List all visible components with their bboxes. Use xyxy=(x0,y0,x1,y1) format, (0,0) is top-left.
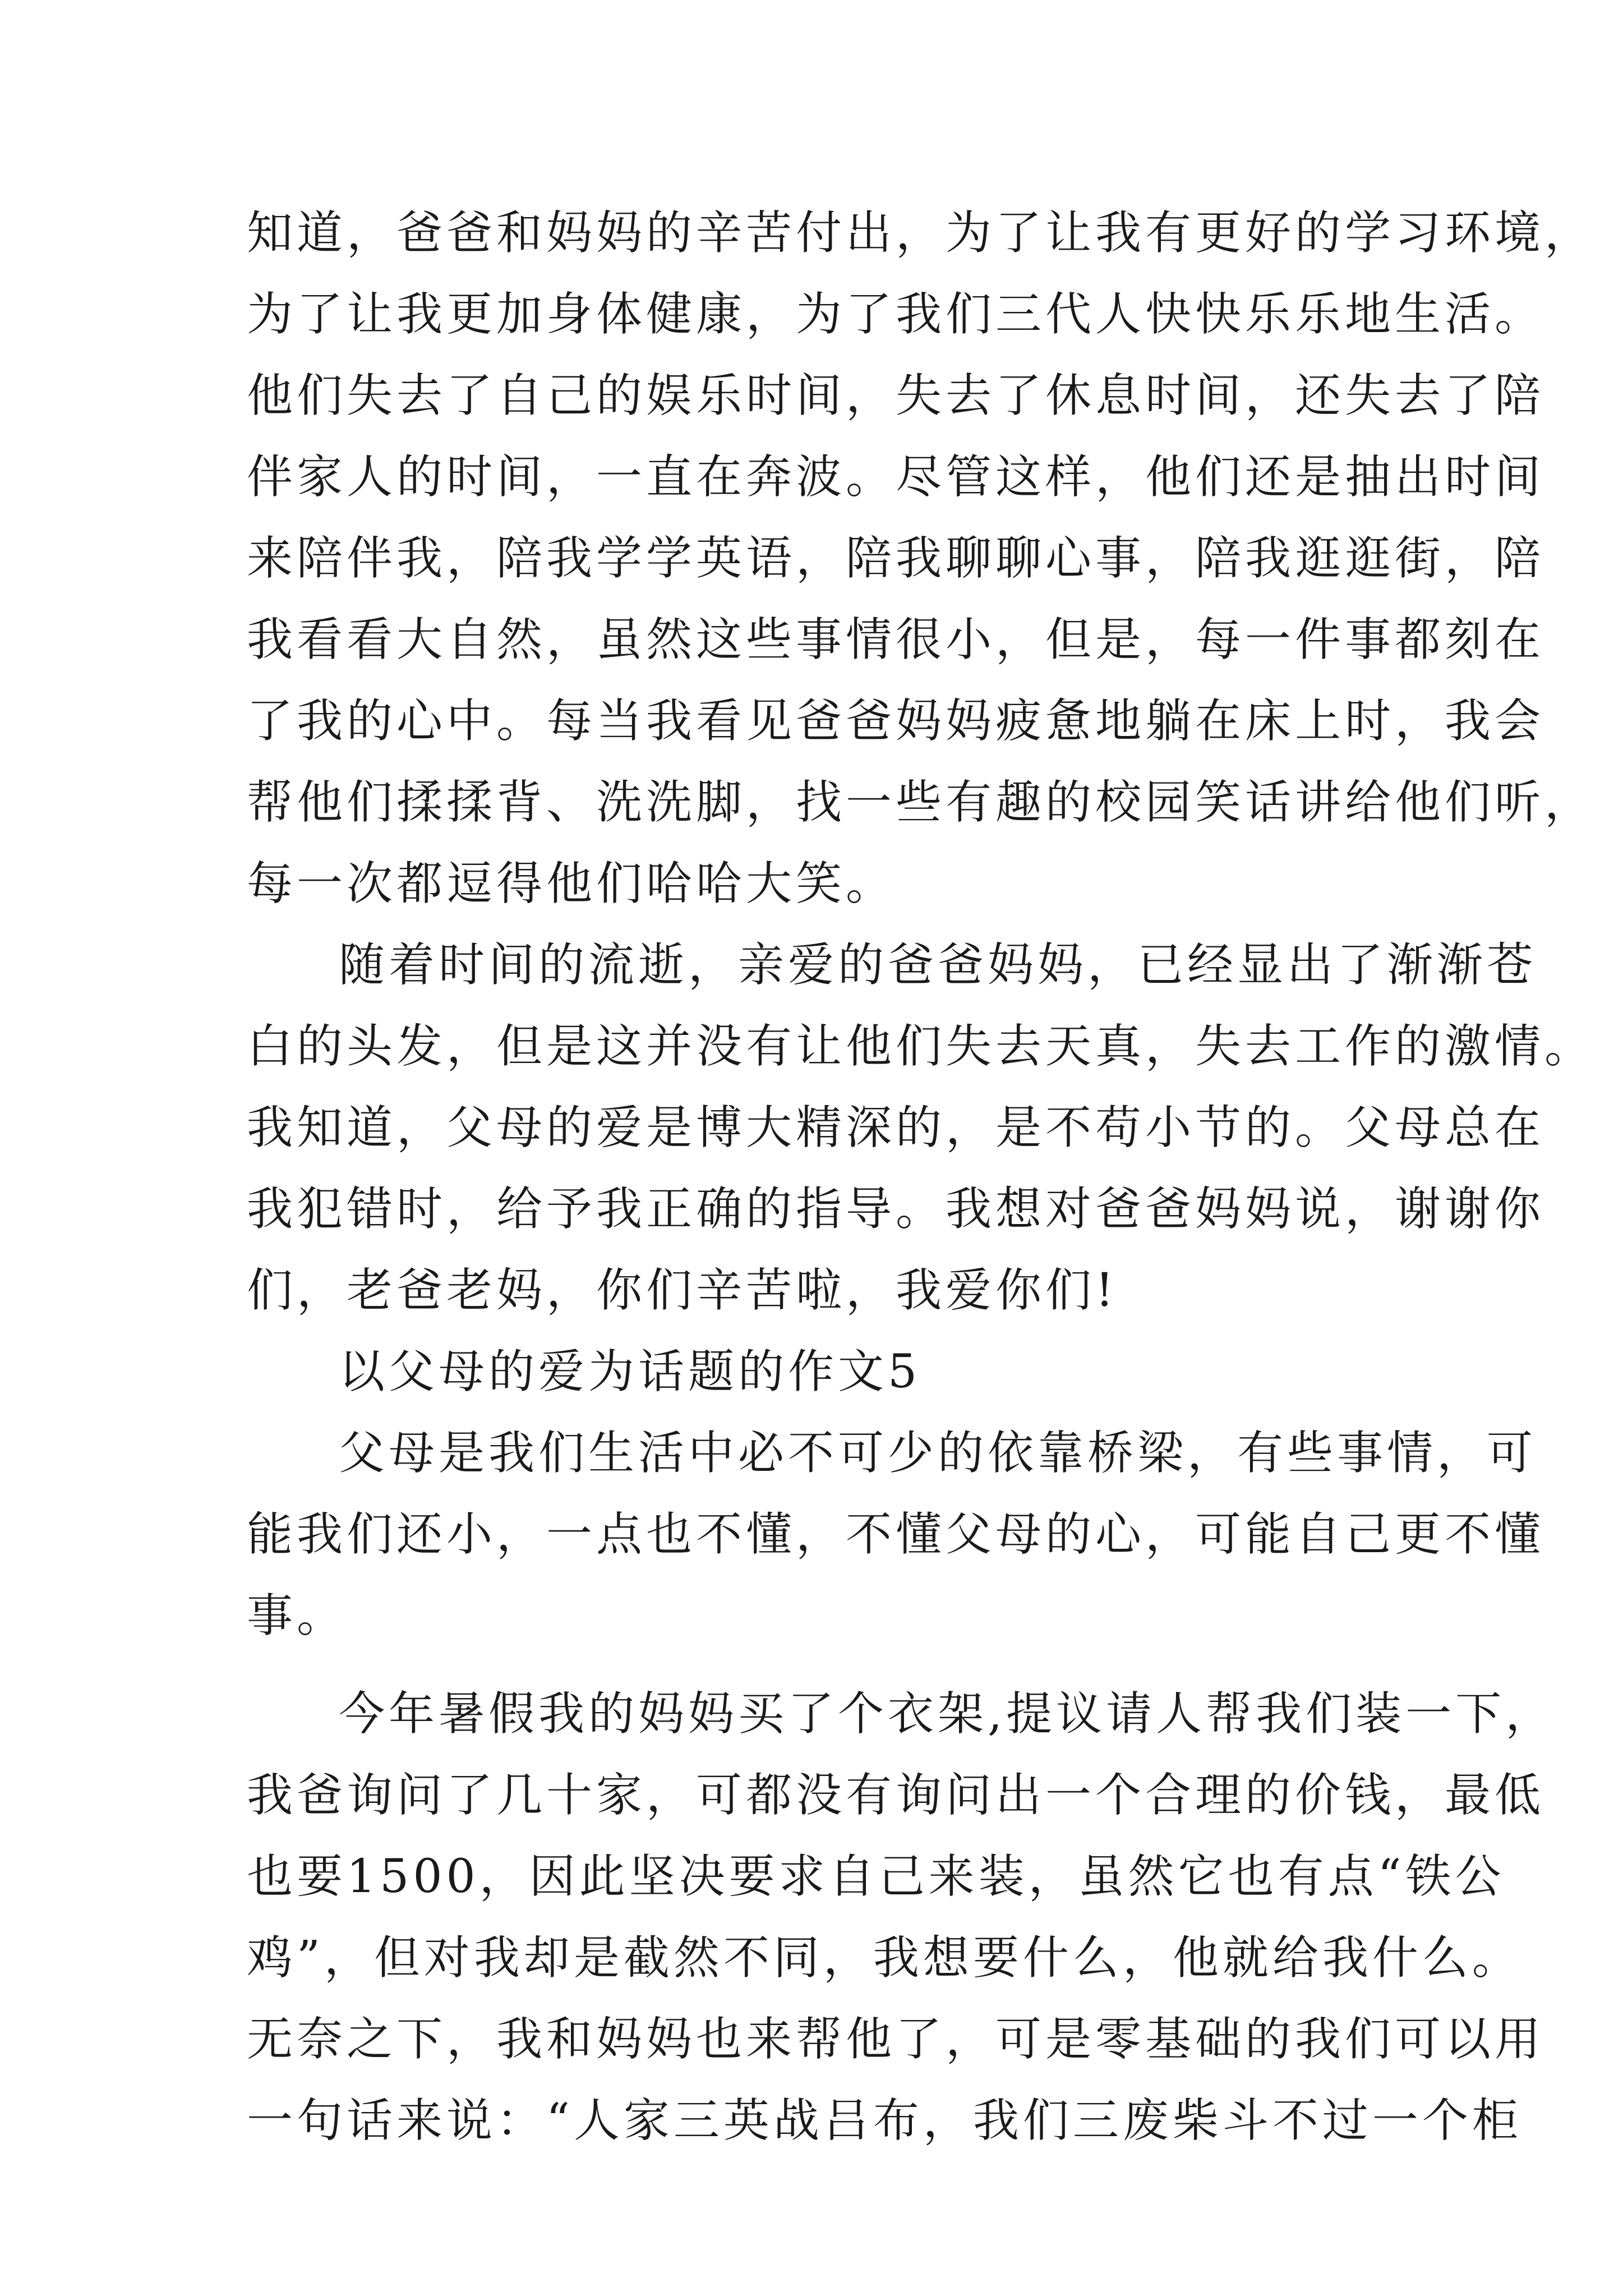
text-line: 我犯错时，给予我正确的指导。我想对爸爸妈妈说，谢谢你 xyxy=(247,1182,1545,1236)
text-line: 知道，爸爸和妈妈的辛苦付出，为了让我有更好的学习环境， xyxy=(247,206,1595,260)
text-line: 事。 xyxy=(247,1589,347,1642)
text-line: 父母是我们生活中必不可少的依靠桥梁，有些事情，可 xyxy=(339,1427,1537,1480)
text-line: 他们失去了自己的娱乐时间，失去了休息时间，还失去了陪 xyxy=(247,369,1545,422)
text-line: 为了让我更加身体健康，为了我们三代人快快乐乐地生活。 xyxy=(247,288,1545,341)
text-line: 我爸询问了几十家，可都没有询问出一个合理的价钱，最低 xyxy=(247,1769,1545,1822)
text-line: 也要1500，因此坚决要求自己来装，虽然它也有点“铁公 xyxy=(247,1850,1505,1903)
section-heading: 以父母的爱为话题的作文5 xyxy=(339,1345,921,1398)
text-line: 们，老爸老妈，你们辛苦啦，我爱你们! xyxy=(247,1264,1118,1317)
text-line: 来陪伴我，陪我学学英语，陪我聊聊心事，陪我逛逛街，陪 xyxy=(247,532,1545,585)
text-line: 随着时间的流逝，亲爱的爸爸妈妈，已经显出了渐渐苍 xyxy=(339,938,1537,992)
text-line: 伴家人的时间，一直在奔波。尽管这样，他们还是抽出时间 xyxy=(247,450,1545,504)
text-line: 能我们还小，一点也不懂，不懂父母的心，可能自己更不懂 xyxy=(247,1508,1545,1561)
text-line: 一句话来说：“人家三英战吕布，我们三废柴斗不过一个柜 xyxy=(247,2094,1522,2147)
text-line: 今年暑假我的妈妈买了个衣架,提议请人帮我们装一下， xyxy=(339,1687,1556,1741)
text-line: 无奈之下，我和妈妈也来帮他了，可是零基础的我们可以用 xyxy=(247,2013,1545,2066)
text-line: 帮他们揉揉背、洗洗脚，找一些有趣的校园笑话讲给他们听， xyxy=(247,776,1595,829)
text-line: 我知道，父母的爱是博大精深的，是不苟小节的。父母总在 xyxy=(247,1101,1545,1154)
text-line: 鸡”，但对我却是截然不同，我想要什么，他就给我什么。 xyxy=(247,1931,1522,1985)
text-line: 了我的心中。每当我看见爸爸妈妈疲惫地躺在床上时，我会 xyxy=(247,694,1545,748)
body-text xyxy=(247,192,1595,2161)
text-line: 我看看大自然，虽然这些事情很小，但是，每一件事都刻在 xyxy=(247,613,1545,666)
text-line: 白的头发，但是这并没有让他们失去天真，失去工作的激情。 xyxy=(247,1020,1595,1073)
text-line: 每一次都逗得他们哈哈大笑。 xyxy=(247,857,896,910)
